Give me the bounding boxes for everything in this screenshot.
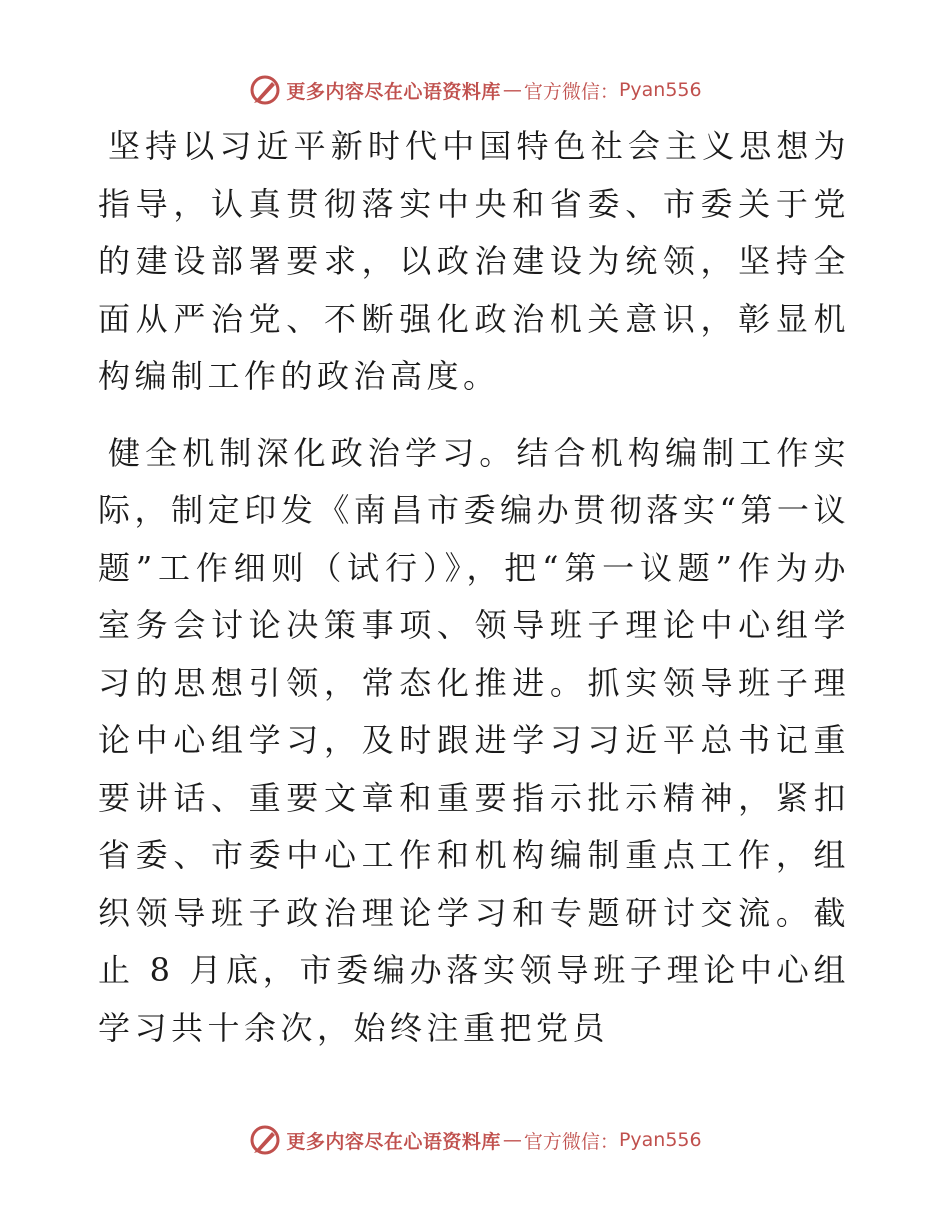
paragraph-2: 健全机制深化政治学习。结合机构编制工作实际，制定印发《南昌市委编办贯彻落实“第一议题”工作细则（试行）》，把“第一议题”作为办室务会讨论决策事项、领导班子理论中心组学习的思想引领，常态化推进。抓实领导班子理论中心组学习，及时跟进学习习近平总书记重要讲话、重要文章和重要指示批示精神，紧扣省委、市委中心工作和机构编制重点工作，组织领导班子政治理论学习和专题研讨交流。截止 8 月底，市委编办落实领导班子理论中心组学习共十余次，始终注重把党员 xyxy=(98,433,850,1047)
watermark-brand-text: 更多内容尽在心语资料库 xyxy=(286,1130,501,1153)
header-watermark xyxy=(0,70,950,110)
paragraph-1: 坚持以习近平新时代中国特色社会主义思想为指导，认真贯彻落实中央和省委、市委关于党的建设部署要求，以政治建设为统领，坚持全面从严治党、不断强化政治机关意识，彰显机构编制工作的政治高度。 xyxy=(98,127,850,395)
pen-quill-logo-icon xyxy=(248,73,282,107)
footer-watermark xyxy=(0,1120,950,1160)
watermark-wechat-label: 官方微信： xyxy=(523,80,619,103)
watermark-separator: — xyxy=(502,1129,522,1151)
pen-quill-logo-icon xyxy=(248,1123,282,1157)
document-body xyxy=(98,118,850,1057)
watermark-wechat-label: 官方微信： xyxy=(523,1130,619,1153)
watermark-brand-text: 更多内容尽在心语资料库 xyxy=(286,80,501,103)
watermark-separator: — xyxy=(502,79,522,101)
watermark-wechat-id: Pyan556 xyxy=(618,1129,702,1151)
watermark-wechat-id: Pyan556 xyxy=(618,79,702,101)
